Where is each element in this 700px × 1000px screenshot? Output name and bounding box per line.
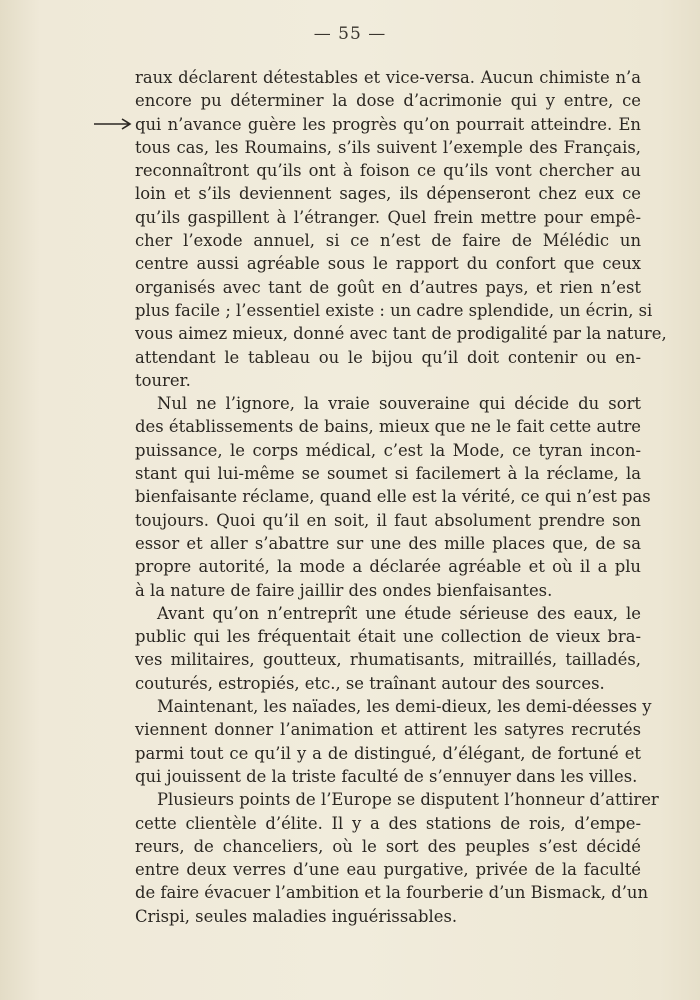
text-line: Crispi, seules maladies inguérissables.: [135, 906, 458, 926]
margin-arrow-icon: [93, 117, 133, 131]
text-line: plus facile ; l’essentiel existe : un cadre splendide, un écrin, si: [135, 300, 653, 320]
text-line: Avant qu’on n’entreprît une étude sérieuse des eaux, le: [157, 603, 641, 623]
text-line: vous aimez mieux, donné avec tant de prodigalité par la nature,: [135, 324, 667, 344]
text-line: attendant le tableau ou le bijou qu’il doit contenir ou en-: [135, 347, 641, 367]
text-line: entre deux verres d’une eau purgative, privée de la faculté: [135, 860, 641, 880]
text-line: centre aussi agréable sous le rapport du confort que ceux: [135, 254, 641, 274]
text-line: tous cas, les Roumains, s’ils suivent l’exemple des Français,: [135, 137, 641, 157]
text-line: ves militaires, goutteux, rhumatisants, mitraillés, tailladés,: [135, 650, 641, 670]
text-line: Nul ne l’ignore, la vraie souveraine qui décide du sort: [157, 394, 641, 414]
text-line: cette clientèle d’élite. Il y a des stations de rois, d’empe-: [135, 813, 641, 833]
text-line: bienfaisante réclame, quand elle est la vérité, ce qui n’est pas: [135, 487, 651, 507]
text-line: parmi tout ce qu’il y a de distingué, d’élégant, de fortuné et: [135, 743, 641, 763]
text-line: qui jouissent de la triste faculté de s’ennuyer dans les villes.: [135, 766, 638, 786]
text-line: Maintenant, les naïades, les demi-dieux, les demi-déesses y: [157, 697, 652, 717]
text-line: raux déclarent détestables et vice-versa. Aucun chimiste n’a: [135, 68, 641, 87]
text-line: encore pu déterminer la dose d’acrimonie qui y entre, ce: [135, 91, 641, 111]
text-line: toujours. Quoi qu’il en soit, il faut absolument prendre son: [135, 510, 641, 530]
text-line: puissance, le corps médical, c’est la Mode, ce tyran incon-: [135, 440, 641, 460]
text-line: qui n’avance guère les progrès qu’on pourrait atteindre. En: [135, 114, 641, 134]
text-line: loin et s’ils deviennent sages, ils dépenseront chez eux ce: [135, 184, 641, 204]
text-line: couturés, estropiés, etc., se traînant autour des sources.: [135, 673, 605, 693]
page-number: — 55 —: [313, 24, 387, 44]
body-text: [135, 66, 667, 928]
text-line: cher l’exode annuel, si ce n’est de faire de Mélédic un: [135, 231, 641, 251]
text-line: organisés avec tant de goût en d’autres pays, et rien n’est: [135, 277, 641, 297]
text-line: des établissements de bains, mieux que ne le fait cette autre: [135, 417, 641, 437]
text-line: viennent donner l’animation et attirent les satyres recrutés: [135, 720, 641, 740]
text-line: propre autorité, la mode a déclarée agréable et où il a plu: [135, 557, 641, 577]
text-line: Plusieurs points de l’Europe se disputent l’honneur d’attirer: [157, 790, 659, 810]
text-line: qu’ils gaspillent à l’étranger. Quel frein mettre pour empê-: [135, 207, 641, 227]
text-line: stant qui lui-même se soumet si facilemert à la réclame, la: [135, 464, 641, 484]
text-line: essor et aller s’abattre sur une des mille places que, de sa: [135, 533, 641, 553]
text-line: à la nature de faire jaillir des ondes bienfaisantes.: [135, 580, 553, 600]
text-line: public qui les fréquentait était une collection de vieux bra-: [135, 627, 641, 647]
text-line: reurs, de chanceliers, où le sort des peuples s’est décidé: [135, 836, 641, 856]
text-line: tourer.: [135, 370, 191, 390]
text-line: reconnaîtront qu’ils ont à foison ce qu’ils vont chercher au: [135, 161, 641, 181]
text-line: de faire évacuer l’ambition et la fourberie d’un Bismack, d’un: [135, 883, 649, 903]
